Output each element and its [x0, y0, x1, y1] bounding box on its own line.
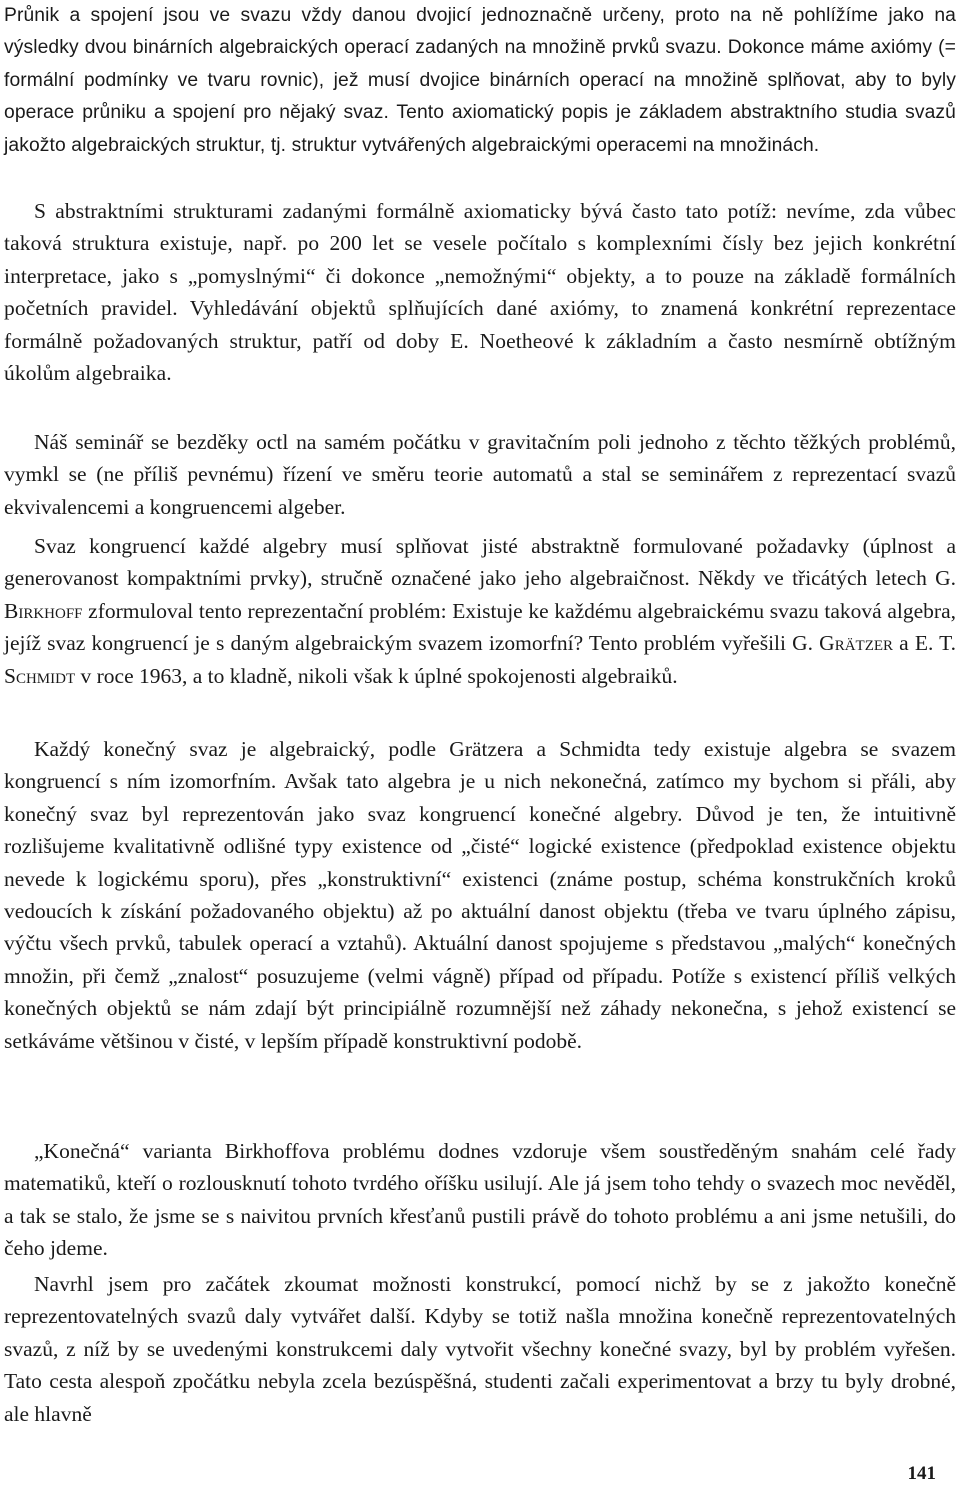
paragraph-text: Svaz kongruencí každé algebry musí splňovat jisté abstraktně formulované požadavky (úplnost a generovanost kompaktními prvky), stručně označené jako jeho algebraičnost. Někdy ve třicátých letech G. — [4, 534, 956, 591]
author-name-gratzer: Grätzer — [819, 631, 894, 656]
paragraph-abstract-structures: S abstraktními strukturami zadanými formálně axiomaticky bývá často tato potíž: nevíme, zda vůbec taková struktura existuje, např. po 200 let se vesele počítalo s komplexními čísly bez jejich konkrétní interpretace, jako s „pomyslnými“ či dokonce „nemožnými“ objekty, a to pouze na základě formálních početních pravidel. Vyhledávání objektů splňujících dané axiómy, to znamená konkrétní reprezentace formálně požadovaných struktur, patří od doby E. Noetheové k základním a často nesmírně obtížným úkolům algebraika. — [4, 199, 956, 386]
author-name-birkhoff: Birkhoff — [4, 598, 83, 623]
paragraph-finite-lattice: Každý konečný svaz je algebraický, podle Grätzera a Schmidta tedy existuje algebra se svazem kongruencí s ním izomorfním. Avšak tato algebra je u nich nekonečná, zatímco my bychom si přáli, aby konečný svaz byl reprezentován jako svaz kongruencí konečné algebry. Důvod je ten, že intuitivně rozlišujeme kvalitativně odlišné typy existence od „čisté“ logické existence (předpoklad existence objektu nevede k logickému sporu), přes „konstruktivní“ existenci (známe postup, schéma konstrukčních kroků vedoucích k získání požadovaného objektu) až po aktuální danost objektu (třeba ve tvaru úplného zápisu, výčtu všech prvků, tabulek operací a vztahů). Aktuální danost spojujeme s představou „malých“ konečných množin, při čemž „znalost“ posuzujeme (velmi vágně) případ od případu. Potíže s existencí příliš velkých konečných objektů se nám zdají být principiálně rozumnější než záhady nekonečna, s jehož existencí se setkáváme většinou v čisté, v lepším případě konstruktivní podobě. — [4, 737, 956, 1053]
paragraph-constructions: Navrhl jsem pro začátek zkoumat možnosti konstrukcí, pomocí nichž by se z jakožto konečně reprezentovatelných svazů daly vytvářet další. Kdyby se totiž našla množina konečně reprezentovatelných svazů, z níž by se uvedenými konstrukcemi daly vytvořit všechny konečné svazy, byl by problém vyřešen. Tato cesta alespoň zpočátku nebyla zcela bezúspěšná, studenti začali experimentovat a brzy tu byly drobné, ale hlavně — [4, 1272, 956, 1426]
paragraph-seminar: Náš seminář se bezděky octl na samém počátku v gravitačním poli jednoho z těchto těžkých problémů, vymkl se (ne příliš pevnému) řízení ve směru teorie automatů a stal se seminářem z reprezentací svazů ekvivalencemi a kongruencemi algeber. — [4, 430, 956, 519]
paragraph-text: zformuloval tento reprezentační problém: Existuje ke každému algebraickému svazu taková algebra, jejíž svaz kongruencí je s daným algebraickým svazem izomorfní? Tento problém vyřešili G. — [4, 598, 956, 656]
paragraph-text: v roce 1963, a to kladně, nikoli však k úplné spokojenosti algebraiků. — [75, 663, 678, 688]
paragraph-lattice-operations: Průnik a spojení jsou ve svazu vždy danou dvojicí jednoznačně určeny, proto na ně pohlížíme jako na výsledky dvou binárních algebraických operací zadaných na množině prvků svazu. Dokonce máme axiómy (= formální podmínky ve tvaru rovnic), jež musí dvojice binárních operací na množině splňovat, aby to byly operace průniku a spojení pro nějaký svaz. Tento axiomatický popis je základem abstraktního studia svazů jakožto algebraických struktur, tj. struktur vytvářených algebraickými operacemi na množinách. — [4, 5, 956, 156]
paragraph-finite-variant: „Konečná“ varianta Birkhoffova problému dodnes vzdoruje všem soustředěným snahám celé řady matematiků, kteří o rozlousknutí tohoto tvrdého oříšku usilují. Ale já jsem toho tehdy o svazech moc nevěděl, a tak se stalo, že jsme se s naivitou prvních křesťanů pustili právě do tohoto problému a ani jsme netušili, do čeho jdeme. — [4, 1139, 956, 1261]
paragraph-congruence-lattice — [4, 530, 956, 692]
page-number: 141 — [907, 1463, 936, 1484]
author-name-schmidt: Schmidt — [4, 663, 76, 688]
paragraph-text: a E. T. — [893, 631, 957, 656]
